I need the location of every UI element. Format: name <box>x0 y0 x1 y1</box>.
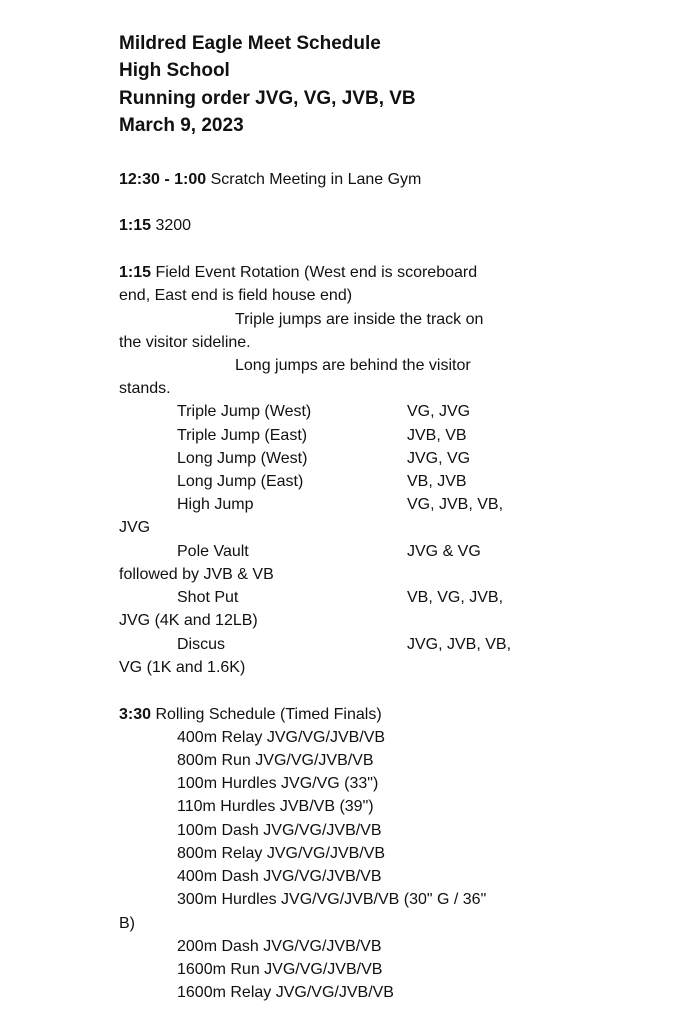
rolling-event: 100m Hurdles JVG/VG (33") <box>177 775 379 792</box>
field-event-name: Long Jump (East) <box>177 473 304 490</box>
rolling-schedule-text: Rolling Schedule (Timed Finals) <box>151 706 382 723</box>
field-event-order: JVB, VB <box>407 427 467 444</box>
rolling-event: 400m Dash JVG/VG/JVB/VB <box>177 868 382 885</box>
field-rotation-time: 1:15 <box>119 264 152 281</box>
title-line-3: Running order JVG, VG, JVB, VB <box>119 88 416 109</box>
long-jump-note: Long jumps are behind the visitor <box>235 357 471 374</box>
field-event-name: Shot Put <box>177 589 239 606</box>
rolling-event: 1600m Relay JVG/VG/JVB/VB <box>177 984 394 1001</box>
rolling-event: 800m Relay JVG/VG/JVB/VB <box>177 845 386 862</box>
scratch-text: Scratch Meeting in Lane Gym <box>206 171 422 188</box>
field-event-order: JVG & VG <box>407 543 481 560</box>
field-event-order: VB, JVB <box>407 473 467 490</box>
field-event-name: Pole Vault <box>177 543 249 560</box>
event-3200-text: 3200 <box>151 217 192 234</box>
field-event-order-wrap: JVG <box>119 519 151 536</box>
rolling-event: 110m Hurdles JVB/VB (39") <box>177 798 374 815</box>
rolling-event: 200m Dash JVG/VG/JVB/VB <box>177 938 382 955</box>
field-event-name: Discus <box>177 636 226 653</box>
event-3200-time: 1:15 <box>119 217 152 234</box>
field-event-order: JVG, VG <box>407 450 471 467</box>
field-event-name: Triple Jump (East) <box>177 427 308 444</box>
field-rotation-text: Field Event Rotation (West end is scoreboard <box>151 264 478 281</box>
rolling-event: 400m Relay JVG/VG/JVB/VB <box>177 729 386 746</box>
field-event-name: Long Jump (West) <box>177 450 308 467</box>
field-event-name: High Jump <box>177 496 254 513</box>
field-event-order-wrap: VG (1K and 1.6K) <box>119 659 246 676</box>
field-event-order: VG, JVG <box>407 403 471 420</box>
rolling-event: 300m Hurdles JVG/VG/JVB/VB (30" G / 36" <box>177 891 487 908</box>
title-line-2: High School <box>119 60 230 81</box>
triple-jump-note-cont: the visitor sideline. <box>119 334 251 351</box>
title-date: March 9, 2023 <box>119 115 244 136</box>
rolling-schedule-time: 3:30 <box>119 706 152 723</box>
rolling-event: 800m Run JVG/VG/JVB/VB <box>177 752 374 769</box>
long-jump-note-cont: stands. <box>119 380 171 397</box>
field-event-order: VB, VG, JVB, <box>407 589 504 606</box>
field-event-order-wrap: JVG (4K and 12LB) <box>119 612 258 629</box>
triple-jump-note: Triple jumps are inside the track on <box>235 311 484 328</box>
scratch-time: 12:30 - 1:00 <box>119 171 207 188</box>
event-3200-line <box>119 216 191 236</box>
rolling-event-wrap: B) <box>119 915 135 932</box>
title-line-1: Mildred Eagle Meet Schedule <box>119 33 381 54</box>
field-rotation-text-cont: end, East end is field house end) <box>119 287 353 304</box>
field-event-order: JVG, JVB, VB, <box>407 636 512 653</box>
field-event-name: Triple Jump (West) <box>177 403 312 420</box>
rolling-event: 1600m Run JVG/VG/JVB/VB <box>177 961 383 978</box>
scratch-meeting-line <box>119 170 421 190</box>
rolling-schedule-line <box>119 705 382 725</box>
rolling-event: 100m Dash JVG/VG/JVB/VB <box>177 822 382 839</box>
field-event-order-wrap: followed by JVB & VB <box>119 566 274 583</box>
field-rotation-line <box>119 263 477 283</box>
field-event-order: VG, JVB, VB, <box>407 496 504 513</box>
